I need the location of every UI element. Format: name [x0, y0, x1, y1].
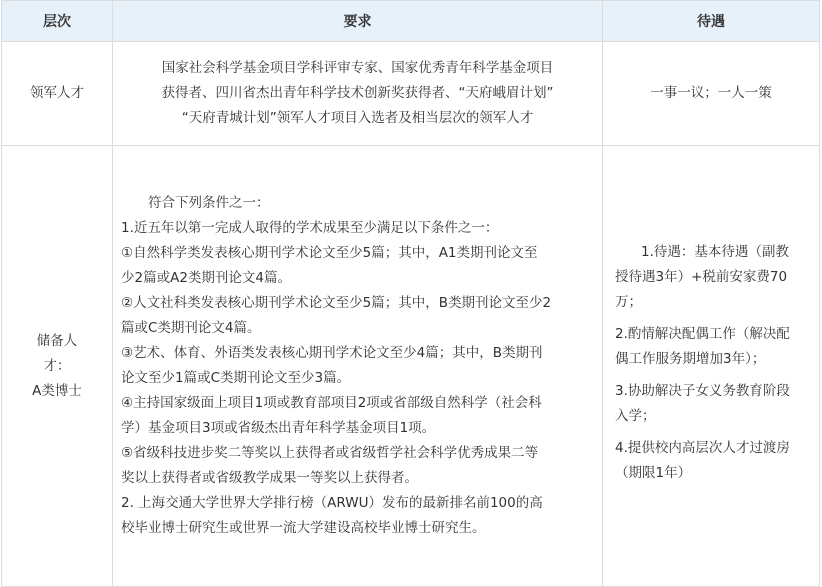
- treatment-line: 万；: [615, 293, 642, 310]
- level-label-line: A类博士: [32, 382, 82, 399]
- level-label: 领军人才: [30, 85, 84, 101]
- treatment-line: 3.协助解决子女义务教育阶段: [615, 382, 790, 399]
- requirement-line: ②人文社科类发表核心期刊学术论文至少5篇；其中，B类期刊论文至少2: [121, 295, 552, 311]
- requirement-line: 学）基金项目3项或省级杰出青年科学基金项目1项。: [121, 420, 436, 436]
- requirement-line: ①自然科学类发表核心期刊学术论文至少5篇；其中，A1类期刊论文至: [121, 245, 538, 261]
- header-requirement: 要求: [113, 1, 603, 42]
- requirement-line: 论文至少1篇或C类期刊论文至少3篇。: [121, 370, 351, 386]
- requirement-line: 少2篇或A2类期刊论文4篇。: [121, 270, 292, 286]
- talent-policy-table: [1, 0, 820, 587]
- treatment-item: [615, 436, 807, 486]
- treatment-text: 一事一议；一人一策: [650, 85, 772, 101]
- treatment-line: 入学；: [615, 407, 656, 424]
- requirement-line: 符合下列条件之一：: [148, 195, 270, 211]
- treatment-cell: [603, 146, 820, 587]
- requirement-cell: [113, 146, 603, 587]
- requirement-cell: [113, 42, 603, 146]
- level-label-line: 才：: [43, 357, 71, 374]
- treatment-line: （期限1年）: [615, 464, 692, 481]
- requirement-line: ④主持国家级面上项目1项或教育部项目2项或省部级自然科学（社会科: [121, 395, 542, 411]
- table-row: [2, 42, 820, 146]
- table-row: [2, 146, 820, 587]
- requirement-line: 国家社会科学基金项目学科评审专家、国家优秀青年科学基金项目: [161, 60, 554, 76]
- treatment-item: [615, 322, 807, 372]
- level-cell: [2, 42, 113, 146]
- requirement-line: “天府青城计划”领军人才项目入选者及相当层次的领军人才: [181, 110, 534, 126]
- requirement-line: ③艺术、体育、外语类发表核心期刊学术论文至少4篇；其中，B类期刊: [121, 345, 543, 361]
- treatment-line: 授待遇3年）+税前安家费70: [615, 268, 788, 285]
- requirement-line: 奖以上获得者或省级教学成果一等奖以上获得者。: [121, 470, 418, 486]
- requirement-line: 获得者、四川省杰出青年科学技术创新奖获得者、“天府峨眉计划”: [161, 85, 554, 101]
- requirement-line: ⑤省级科技进步奖二等奖以上获得者或省级哲学社会科学优秀成果二等: [121, 445, 539, 461]
- treatment-item: [615, 379, 807, 429]
- treatment-line: 偶工作服务期增加3年）；: [615, 350, 766, 367]
- level-cell: [2, 146, 113, 587]
- treatment-line: 1.待遇：基本待遇（副教: [641, 243, 789, 260]
- treatment-item: [615, 240, 807, 315]
- requirement-line: 1.近五年以第一完成人取得的学术成果至少满足以下条件之一：: [121, 220, 499, 236]
- table-header: [2, 1, 820, 42]
- header-level: 层次: [2, 1, 113, 42]
- requirement-line: 校毕业博士研究生或世界一流大学建设高校毕业博士研究生。: [121, 520, 486, 536]
- treatment-line: 4.提供校内高层次人才过渡房: [615, 439, 790, 456]
- treatment-cell: [603, 42, 820, 146]
- requirement-line: 篇或C类期刊论文4篇。: [121, 320, 261, 336]
- level-label-line: 储备人: [36, 332, 78, 349]
- requirement-line: 2. 上海交通大学世界大学排行榜（ARWU）发布的最新排名前100的高: [121, 495, 543, 511]
- header-treatment: 待遇: [603, 1, 820, 42]
- treatment-line: 2.酌情解决配偶工作（解决配: [615, 325, 790, 342]
